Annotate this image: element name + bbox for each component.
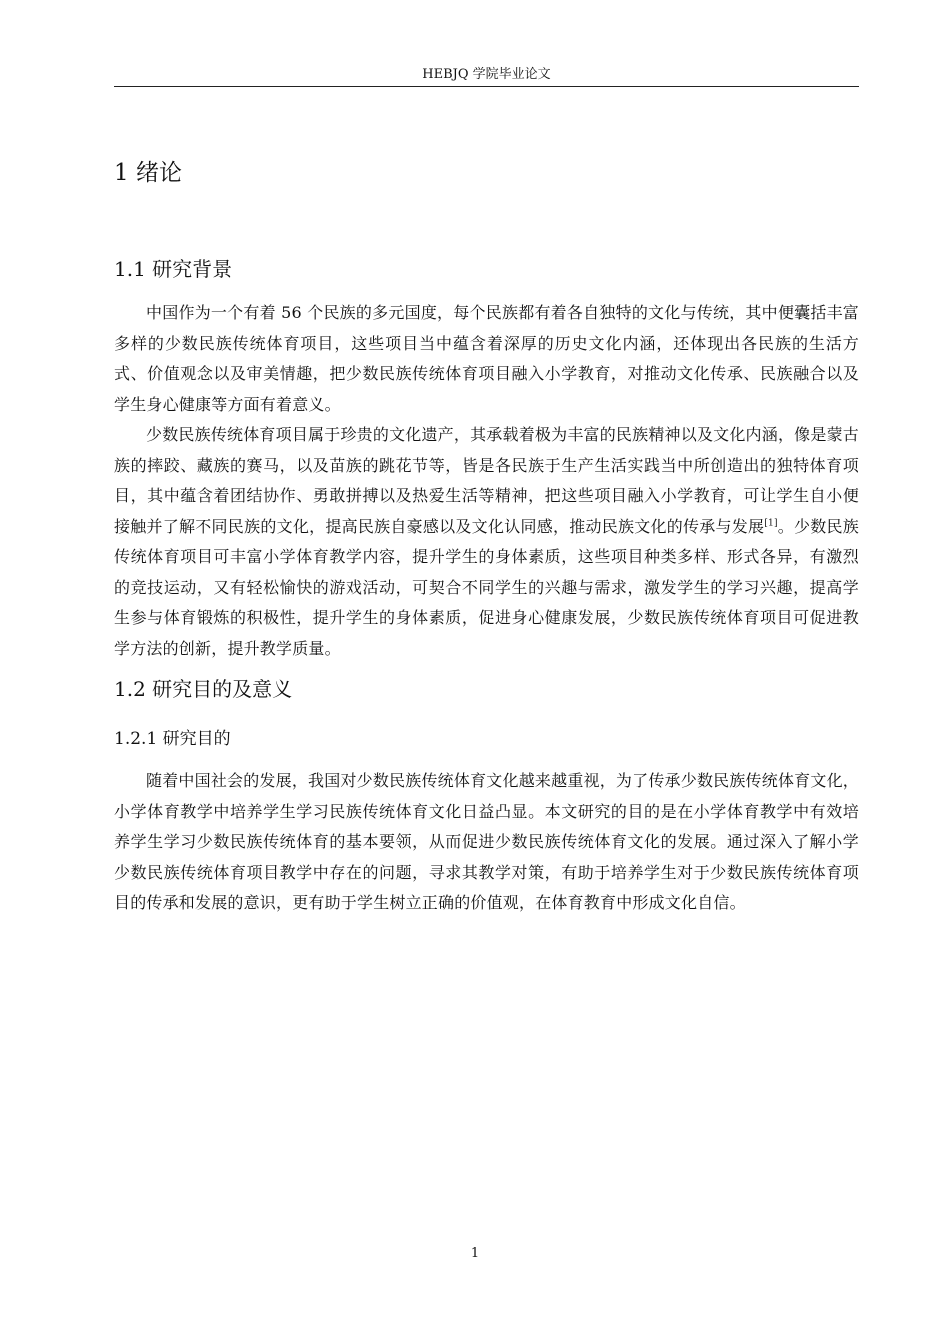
paragraph: 中国作为一个有着 56 个民族的多元国度，每个民族都有着各自独特的文化与传统，其中便囊括丰富多样的少数民族传统体育项目，这些项目当中蕴含着深厚的历史文化内涵，还体现出各民族的生活方式、价值观念以及审美情趣，把少数民族传统体育项目融入小学教育，对推动文化传承、民族融合以及学生身心健康等方面有着意义。	[114, 303, 859, 414]
document-body	[114, 150, 859, 919]
section-title-purpose-significance: 1.2 研究目的及意义	[114, 677, 293, 701]
chapter-title: 1 绪论	[114, 160, 182, 186]
citation-ref: [1]	[764, 518, 778, 529]
page-number: 1	[470, 1246, 480, 1261]
paragraph: 随着中国社会的发展，我国对少数民族传统体育文化越来越重视，为了传承少数民族传统体育文化，小学体育教学中培养学生学习民族传统体育文化日益凸显。本文研究的目的是在小学体育教学中有效培养学生学习少数民族传统体育的基本要领，从而促进少数民族传统体育文化的发展。通过深入了解小学少数民族传统体育项目教学中存在的问题，寻求其教学对策，有助于培养学生对于少数民族传统体育项目的传承和发展的意识，更有助于学生树立正确的价值观，在体育教育中形成文化自信。	[114, 771, 859, 912]
section-title-research-background: 1.1 研究背景	[114, 257, 233, 281]
paragraph-text: 少数民族传统体育项目属于珍贵的文化遗产，其承载着极为丰富的民族精神以及文化内涵，像是蒙古族的摔跤、藏族的赛马，以及苗族的跳花节等，皆是各民族于生产生活实践当中所创造出的独特体育项目，其中蕴含着团结协作、勇敢拼搏以及热爱生活等精神，把这些项目融入小学教育，可让学生自小便接触并了解不同民族的文化，提高民族自豪感以及文化认同感，推动民族文化的传承与发展	[114, 425, 859, 536]
paragraph	[114, 420, 859, 664]
page-header: HEBJQ 学院毕业论文	[114, 66, 859, 87]
paragraph-text: 。少数民族传统体育项目可丰富小学体育教学内容，提升学生的身体素质，这些项目种类多样、形式各异，有激烈的竞技运动，又有轻松愉快的游戏活动，可契合不同学生的兴趣与需求，激发学生的学习兴趣，提高学生参与体育锻炼的积极性，提升学生的身体素质，促进身心健康发展，少数民族传统体育项目可促进教学方法的创新，提升教学质量。	[114, 516, 859, 658]
subsection-title-research-purpose: 1.2.1 研究目的	[114, 729, 231, 749]
